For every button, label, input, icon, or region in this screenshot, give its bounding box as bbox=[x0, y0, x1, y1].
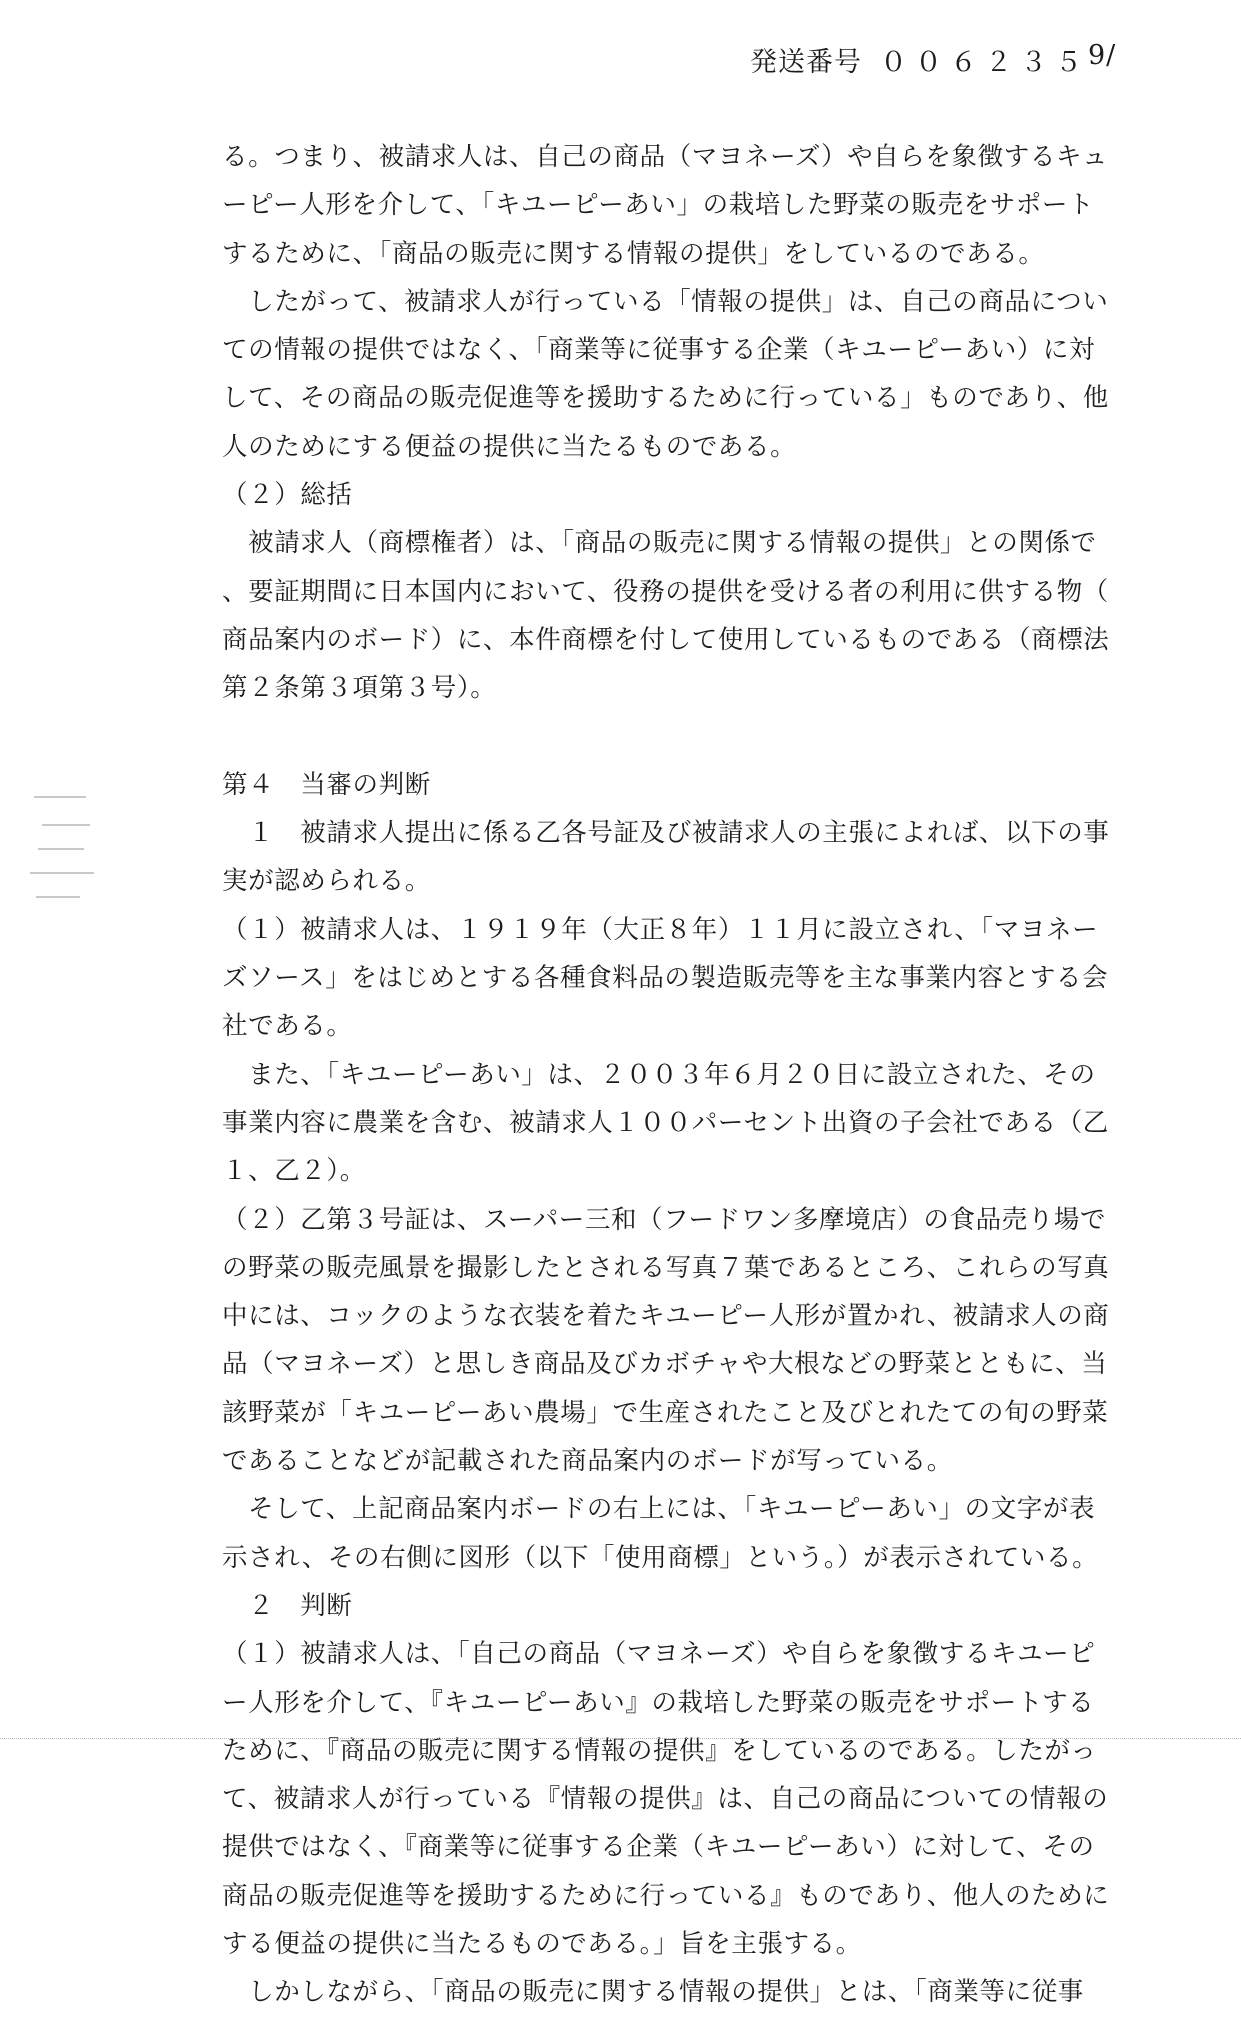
text-line: ー人形を介して、『キユーピーあい』の栽培した野菜の販売をサポートする bbox=[222, 1687, 1095, 1718]
text-line: 社である。 bbox=[222, 1011, 353, 1042]
text-line: 、要証期間に日本国内において、役務の提供を受ける者の利用に供する物（ bbox=[222, 576, 1109, 607]
text-line: 提供ではなく、『商業等に従事する企業（キユーピーあい）に対して、その bbox=[222, 1832, 1095, 1863]
text-line: 商品案内のボード）に、本件商標を付して使用しているものである（商標法 bbox=[222, 624, 1110, 655]
text-line: 該野菜が「キユーピーあい農場」で生産されたこと及びとれたての旬の野菜 bbox=[222, 1397, 1109, 1428]
text-line: の野菜の販売風景を撮影したとされる写真７葉であるところ、これらの写真 bbox=[222, 1252, 1110, 1283]
text-line: ために、『商品の販売に関する情報の提供』をしているのである。したがっ bbox=[222, 1735, 1097, 1766]
dispatch-number-value: ００６２３５ bbox=[880, 47, 1090, 78]
text-line: そして、上記商品案内ボードの右上には、「キユーピーあい」の文字が表 bbox=[222, 1494, 1096, 1525]
text-line: 第２条第３項第３号）。 bbox=[222, 673, 497, 704]
text-line: １、乙２）。 bbox=[222, 1156, 366, 1187]
text-line: る。つまり、被請求人は、自己の商品（マヨネーズ）や自らを象徴するキュ bbox=[222, 142, 1109, 172]
text-line: ーピー人形を介して、「キユーピーあい」の栽培した野菜の販売をサポート bbox=[222, 190, 1095, 221]
text-line: （１）被請求人は、「自己の商品（マヨネーズ）や自らを象徴するキユーピ bbox=[222, 1639, 1096, 1670]
text-line: であることなどが記載された商品案内のボードが写っている。 bbox=[222, 1446, 953, 1477]
text-line: 事業内容に農業を含む、被請求人１００パーセント出資の子会社である（乙 bbox=[222, 1107, 1109, 1138]
text-line: したがって、被請求人が行っている「情報の提供」は、自己の商品につい bbox=[222, 286, 1109, 317]
text-line: 被請求人（商標権者）は、「商品の販売に関する情報の提供」との関係で bbox=[222, 528, 1097, 559]
text-line: して、その商品の販売促進等を援助するために行っている」ものであり、他 bbox=[222, 383, 1109, 414]
text-line: 示され、その右側に図形（以下「使用商標」という。）が表示されている。 bbox=[222, 1542, 1099, 1573]
text-line: （１）被請求人は、１９１９年（大正８年）１１月に設立され、「マヨネー bbox=[222, 914, 1099, 945]
document-body bbox=[222, 133, 1110, 2017]
text-line: 実が認められる。 bbox=[222, 866, 431, 897]
dispatch-number-label: 発送番号 bbox=[750, 47, 862, 78]
text-line: するために、「商品の販売に関する情報の提供」をしているのである。 bbox=[222, 238, 1045, 269]
text-line: 人のためにする便益の提供に当たるものである。 bbox=[222, 431, 797, 462]
text-line: する便益の提供に当たるものである。」旨を主張する。 bbox=[222, 1928, 862, 1959]
page-number: 9/ bbox=[1088, 40, 1117, 71]
blank-line bbox=[222, 713, 1082, 761]
page-bottom-edge bbox=[0, 1738, 1241, 1740]
text-line: て、被請求人が行っている『情報の提供』は、自己の商品についての情報の bbox=[222, 1784, 1109, 1815]
section-heading: ２ 判断 bbox=[222, 1590, 353, 1621]
text-line: １ 被請求人提出に係る乙各号証及び被請求人の主張によれば、以下の事 bbox=[222, 818, 1110, 849]
text-line: 品（マヨネーズ）と思しき商品及びカボチャや大根などの野菜とともに、当 bbox=[222, 1349, 1108, 1380]
text-line: また、「キユーピーあい」は、２００３年６月２０日に設立された、その bbox=[222, 1059, 1096, 1090]
text-line: （２）乙第３号証は、スーパー三和（フードワン多摩境店）の食品売り場で bbox=[222, 1204, 1107, 1235]
section-heading: （２）総括 bbox=[222, 480, 353, 511]
text-line: 商品の販売促進等を援助するために行っている』ものであり、他人のために bbox=[222, 1880, 1110, 1911]
text-line: しかしながら、「商品の販売に関する情報の提供」とは、「商業等に従事 bbox=[222, 1977, 1084, 2008]
scan-artifact bbox=[28, 790, 108, 910]
text-line: ズソース」をはじめとする各種食料品の製造販売等を主な事業内容とする会 bbox=[222, 963, 1109, 994]
dispatch-number-header bbox=[750, 40, 1117, 79]
text-line: 中には、コックのような衣装を着たキユーピー人形が置かれ、被請求人の商 bbox=[222, 1301, 1110, 1332]
section-heading: 第４ 当審の判断 bbox=[222, 769, 431, 800]
text-line: ての情報の提供ではなく、「商業等に従事する企業（キユーピーあい）に対 bbox=[222, 335, 1096, 366]
